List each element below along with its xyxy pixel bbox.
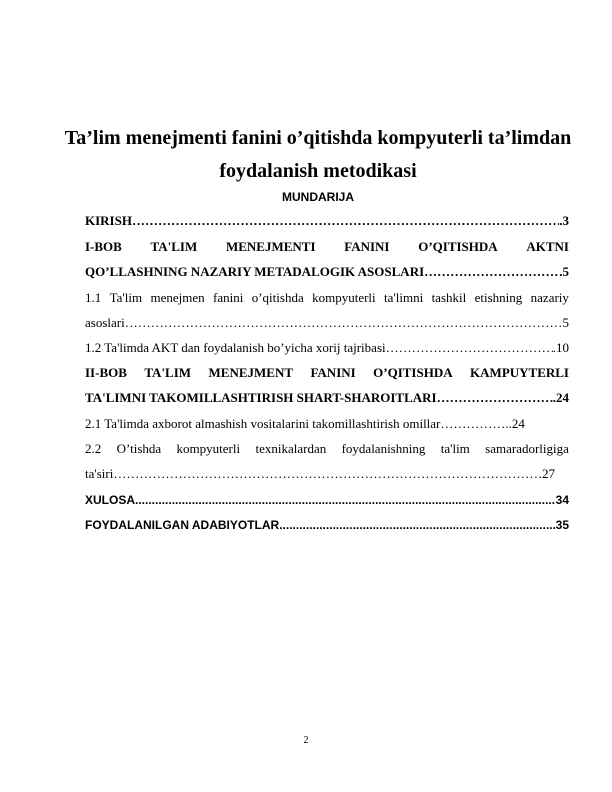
toc-word: samaradorligiga [485, 441, 569, 456]
page-title-line-1: Ta’lim menejmenti fanini o’qitishda kompyuterli ta’limdan [64, 127, 572, 149]
toc-entry-adabiyotlar [85, 517, 569, 533]
dot-leader [125, 315, 563, 331]
toc-entry-xulosa [85, 492, 569, 508]
toc-word: texnikalardan [255, 441, 327, 456]
toc-entry-label: ta'siri [85, 466, 114, 481]
toc-word: O’QITISHDA [373, 365, 453, 380]
dot-leader [135, 492, 556, 508]
toc-entry-label: QO’LLASHNING NAZARIY METADALOGIK ASOSLARI [85, 264, 425, 279]
toc-word: ta'lim [440, 441, 470, 456]
toc-entry-label: asoslari [85, 315, 125, 330]
toc-entry-kirish [85, 213, 569, 229]
toc-word: 2.2 [85, 441, 102, 456]
toc-word: foydalanishning [341, 441, 426, 456]
dot-leader [279, 517, 555, 533]
toc-page-number: .5 [559, 264, 569, 279]
page-title-line-2: foydalanish metodikasi [219, 160, 417, 182]
toc-entry-chapter1-line1 [85, 239, 569, 255]
toc-word: 1.1 [85, 290, 102, 305]
toc-word: TA'LIM [150, 239, 198, 254]
toc-entry-1-1-line1 [85, 290, 569, 306]
toc-entry-label: KIRISH [85, 213, 132, 228]
toc-word: menejmen [150, 290, 205, 305]
toc-entry-label: TA'LIMNI TAKOMILLASHTIRISH SHART-SHAROITLARI [85, 390, 437, 405]
toc-word: O’tishda [116, 441, 162, 456]
toc-word: fanini [213, 290, 244, 305]
toc-entry-2-2-line2 [85, 466, 555, 482]
toc-word: O’QITISHDA [418, 239, 498, 254]
dot-leader [424, 264, 559, 280]
toc-word: MENEJMENTI [225, 239, 316, 254]
toc-word: kompyuterli [176, 441, 241, 456]
toc-entry-2-1 [85, 416, 569, 432]
toc-page-number: 35 [555, 518, 569, 532]
dot-leader [132, 213, 559, 229]
page-number: 2 [303, 735, 309, 746]
toc-page-number: 27 [542, 466, 555, 481]
toc-page-number: 5 [562, 315, 569, 330]
toc-word: o’qitishda [251, 290, 304, 305]
toc-word: I-BOB [85, 239, 122, 254]
toc-entry-label: 1.2 Ta'limda AKT dan foydalanish bo’yicha xorij tajribasi [85, 340, 386, 355]
toc-word: FANINI [344, 239, 390, 254]
toc-word: AKTNI [526, 239, 569, 254]
toc-heading: MUNDARIJA [282, 190, 354, 204]
toc-word: FANINI [310, 365, 356, 380]
toc-word: TA'LIM [144, 365, 192, 380]
toc-word: II-BOB [85, 365, 127, 380]
toc-entry-label: FOYDALANILGAN ADABIYOTLAR [85, 518, 280, 532]
dot-leader [386, 340, 553, 356]
toc-entry-1-1-line2 [85, 315, 569, 331]
dot-leader [113, 466, 542, 482]
toc-entry-label: 2.1 Ta'limda axborot almashish vositalarini takomillashtirish omillar……………..24 [85, 416, 525, 431]
toc-word: MENEJMENT [208, 365, 293, 380]
toc-entry-chapter2-line2 [85, 390, 569, 406]
toc-page-number: 34 [555, 493, 569, 507]
toc-entry-1-2 [85, 340, 569, 356]
toc-word: tashkil [431, 290, 467, 305]
toc-entry-label: XULOSA [85, 493, 136, 507]
toc-entry-chapter1-line2 [85, 264, 569, 280]
toc-word: ta'limni [384, 290, 424, 305]
toc-page-number: .24 [552, 390, 569, 405]
toc-word: KAMPUYTERLI [470, 365, 569, 380]
toc-word: etishning [474, 290, 523, 305]
dot-leader [437, 390, 553, 406]
toc-word: Ta'lim [109, 290, 143, 305]
toc-page-number: .10 [552, 340, 569, 355]
toc-entry-2-2-line1 [85, 441, 569, 457]
toc-entry-chapter2-line1 [85, 365, 569, 381]
toc-word: kompyuterli [312, 290, 376, 305]
toc-word: nazariy [530, 290, 569, 305]
toc-page-number: .3 [559, 213, 569, 228]
